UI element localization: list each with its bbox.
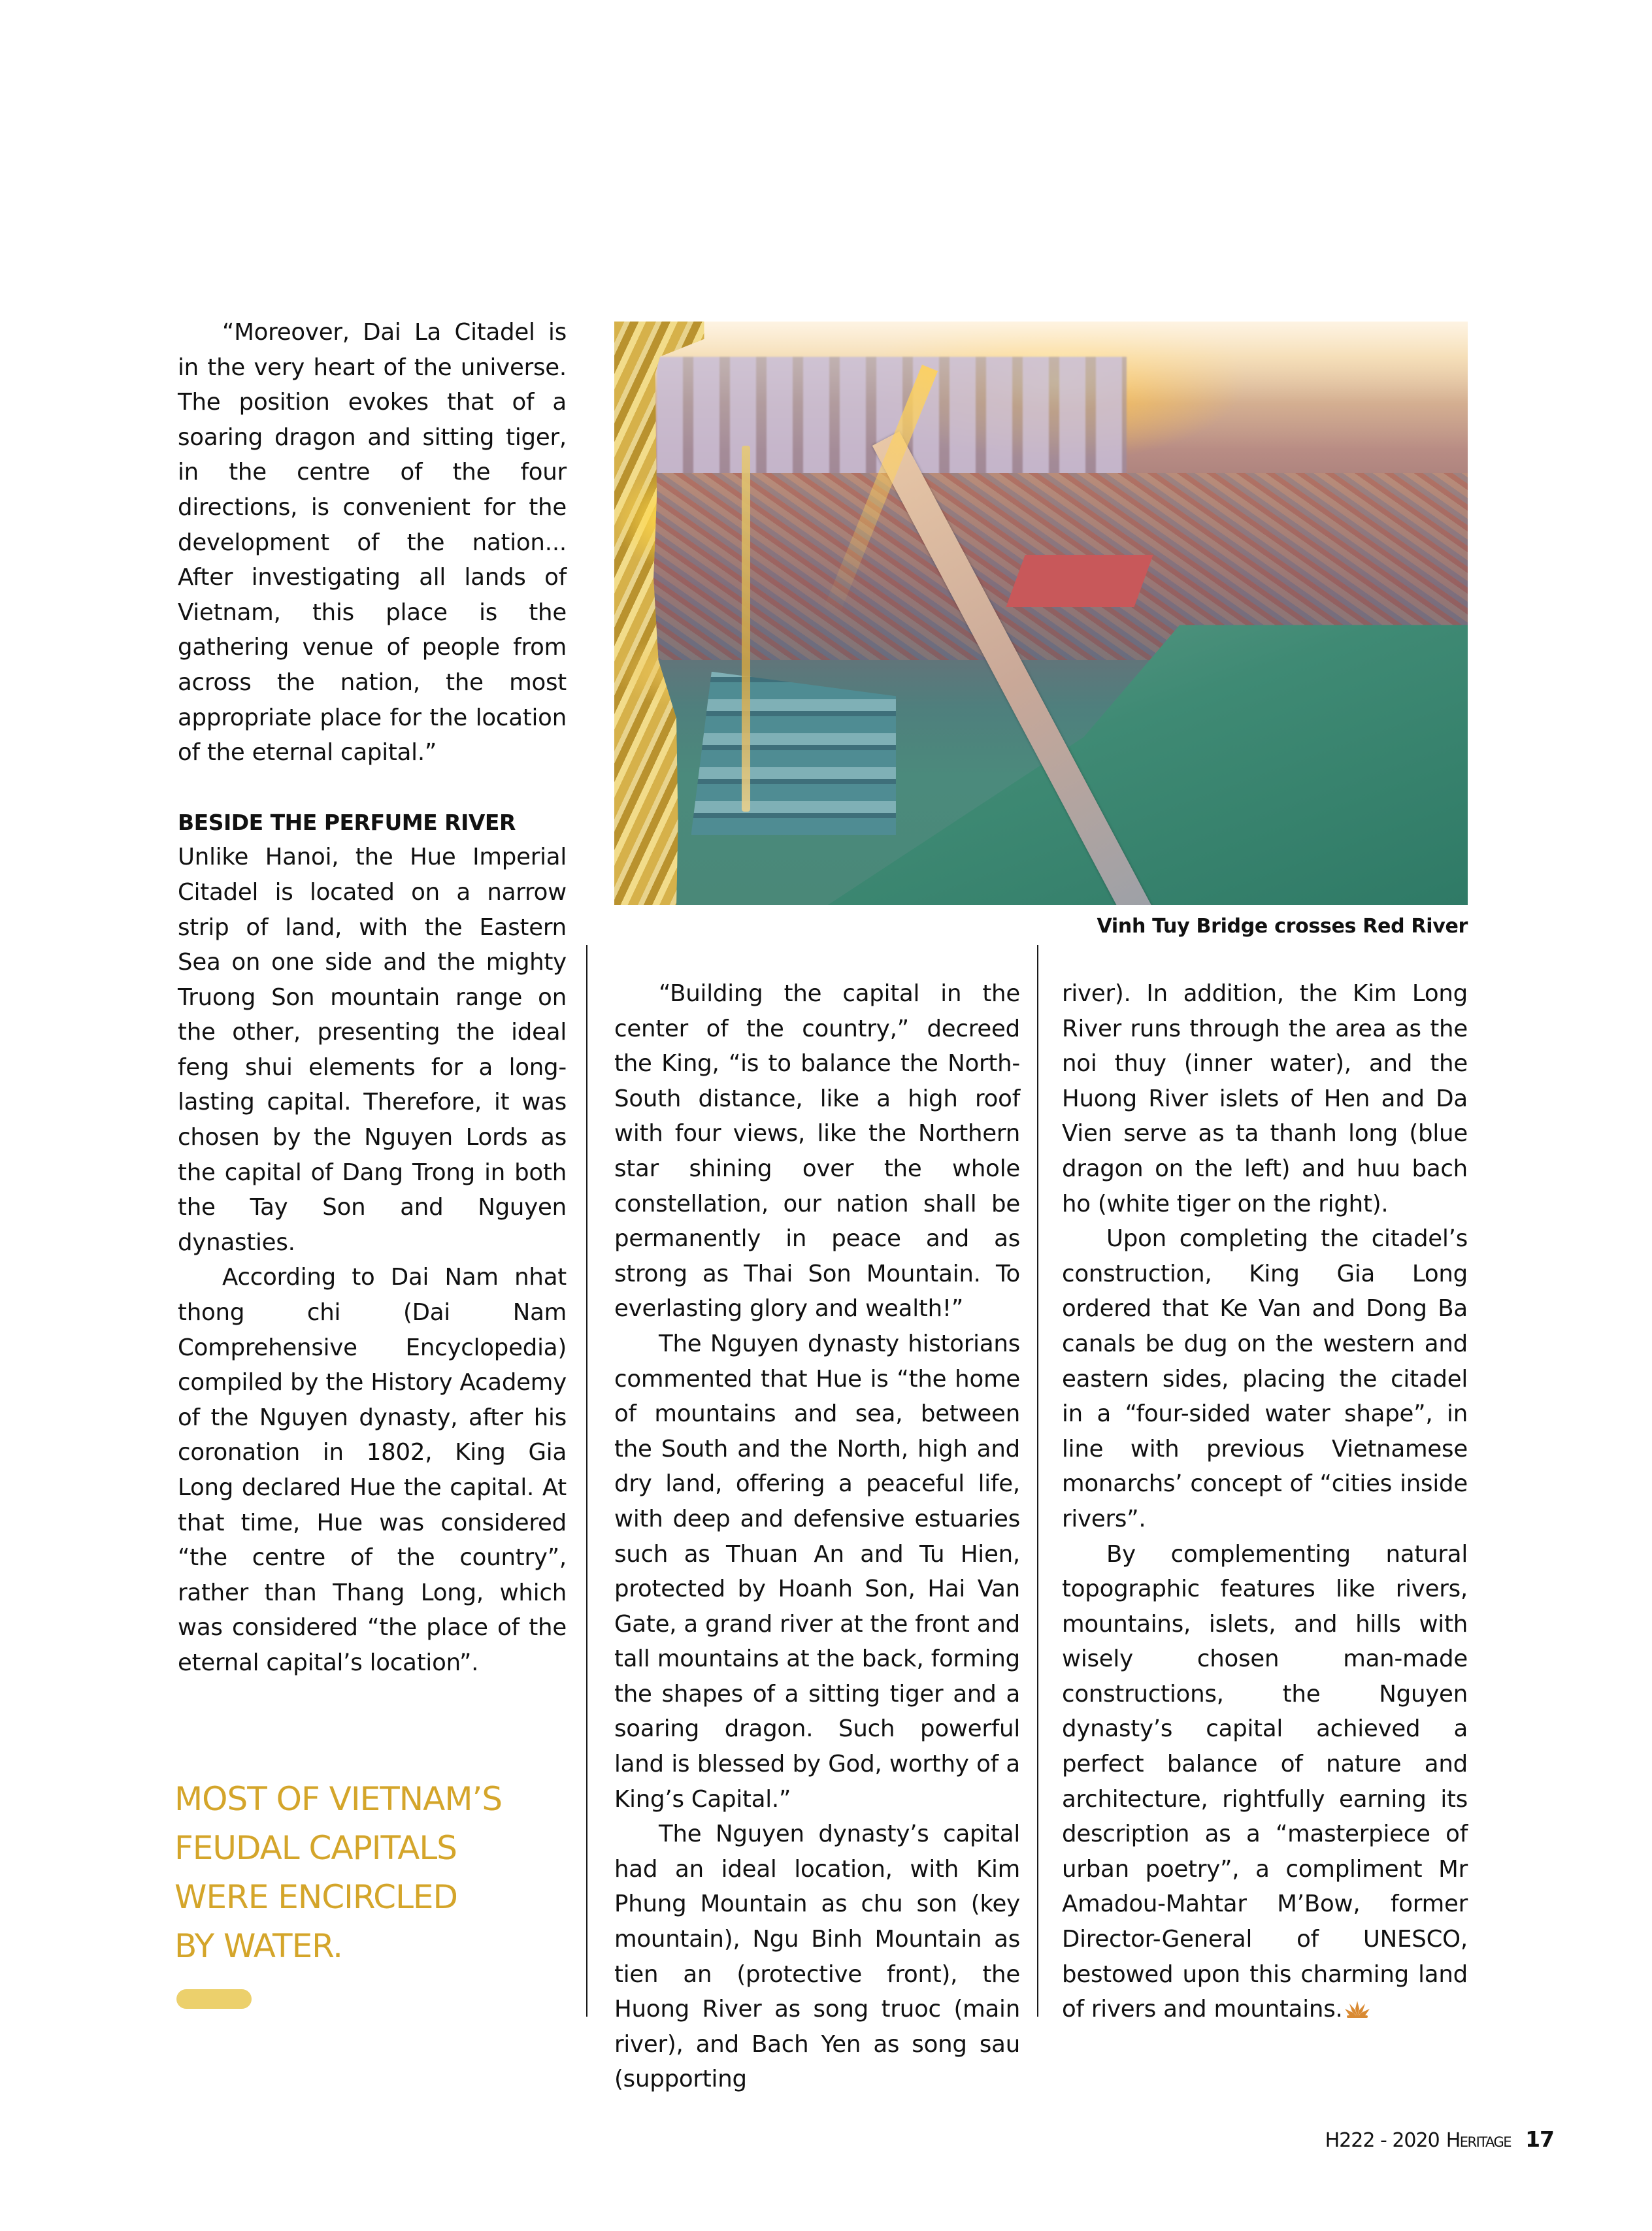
middle-para-3: The Nguyen dynasty’s capital had an ideal location, with Kim Phung Mountain as chu son (key mountain), Ngu Binh Mountain as tien an (protective front), the Huong River as song truoc (main river), and Bach Yen as song sau (supporting (614, 1821, 1020, 2093)
right-para-3 (1062, 1537, 1468, 2027)
gold-leaf-strip (614, 322, 778, 905)
pull-quote-line: WERE ENCIRCLED (174, 1878, 458, 1916)
left-column (178, 315, 567, 1681)
column-divider (586, 945, 587, 2017)
column-divider (1037, 945, 1038, 2017)
pull-quote-accent-bar (176, 1989, 252, 2009)
magazine-brand: Heritage (1446, 2129, 1512, 2152)
pull-quote-line: MOST OF VIETNAM’S (174, 1780, 503, 1818)
photo-caption: Vinh Tuy Bridge crosses Red River (1097, 915, 1468, 938)
lotus-icon (1344, 2000, 1370, 2019)
pull-quote-line: FEUDAL CAPITALS (174, 1829, 457, 1867)
photo-river (828, 625, 1468, 905)
left-para-2: Unlike Hanoi, the Hue Imperial Citadel is located on a narrow strip of land, with the Eastern Sea on one side and the mighty Truong Son mountain range on the other, presenting the ideal feng shui elements for a long-lasting capital. Therefore, it was chosen by the Nguyen Lords as the capital of Dang Trong in both the Tay Son and Nguyen dynasties. (178, 844, 567, 1256)
pull-quote (174, 1775, 540, 1971)
page-number: 17 (1525, 2126, 1554, 2152)
middle-para-1: “Building the capital in the center of the country,” decreed the King, “is to balance the North-South distance, like a high roof with four views, like the Northern star shining over the whole constellation, our nation shall be permanently in peace and as strong as Thai Son Mountain. To everlasting glory and wealth!” (614, 980, 1020, 1323)
pull-quote-line: BY WATER. (174, 1927, 343, 1965)
left-para-3: According to Dai Nam nhat thong chi (Dai Nam Comprehensive Encyclopedia) compiled by the History Academy of the Nguyen dynasty, after his coronation in 1802, King Gia Long declared Hue the capital. At that time, Hue was considered “the centre of the country”, rather than Thang Long, which was considered “the place of the eternal capital’s location”. (178, 1264, 567, 1676)
right-para-3-text: By complementing natural topographic features like rivers, mountains, islets, and hills with wisely chosen man-made constructions, the Nguyen dynasty’s capital achieved a perfect balance of nature and architecture, rightfully earning its description as a “masterpiece of urban poetry”, a compliment Mr Amadou-Mahtar M’Bow, former Director-General of UNESCO, bestowed upon this charming land of rivers and mountains. (1062, 1540, 1468, 2023)
bridge-photo (614, 322, 1468, 905)
page-footer (1325, 2126, 1554, 2152)
photo-red-roofs (1006, 555, 1153, 607)
right-para-1: river). In addition, the Kim Long River runs through the area as the noi thuy (inner water), and the Huong River islets of Hen and Da Vien serve as ta thanh long (blue dragon on the left) and huu bach ho (white tiger on the right). (1062, 980, 1468, 1217)
left-para-1: “Moreover, Dai La Citadel is in the very heart of the universe. The position evokes that of a soaring dragon and sitting tiger, in the centre of the four directions, is convenient for the development of the nation... After investigating all lands of Vietnam, this place is the gathering venue of people from across the nation, the most appropriate place for the location of the eternal capital.” (178, 319, 567, 767)
right-para-2: Upon completing the citadel’s construction, King Gia Long ordered that Ke Van and Dong Ba canals be dug on the western and eastern sides, placing the citadel in a “four-sided water shape”, in line with previous Vietnamese monarchs’ concept of “cities inside rivers”. (1062, 1225, 1468, 1532)
middle-column (614, 976, 1020, 2097)
middle-para-2: The Nguyen dynasty historians commented that Hue is “the home of mountains and sea, between the South and the North, high and dry land, offering a peaceful life, with deep and defensive estuaries such as Thuan An and Tu Hien, protected by Hoanh Son, Hai Van Gate, a grand river at the front and tall mountains at the back, forming the shapes of a sitting tiger and a soaring dragon. Such powerful land is blessed by God, worthy of a King’s Capital.” (614, 1330, 1020, 1813)
gold-leaf-overlay (614, 322, 778, 905)
issue-number: H222 - 2020 (1325, 2129, 1440, 2152)
section-subheading: BESIDE THE PERFUME RIVER (178, 809, 516, 835)
right-column (1062, 976, 1468, 2027)
gold-leaf-sliver (742, 446, 750, 812)
